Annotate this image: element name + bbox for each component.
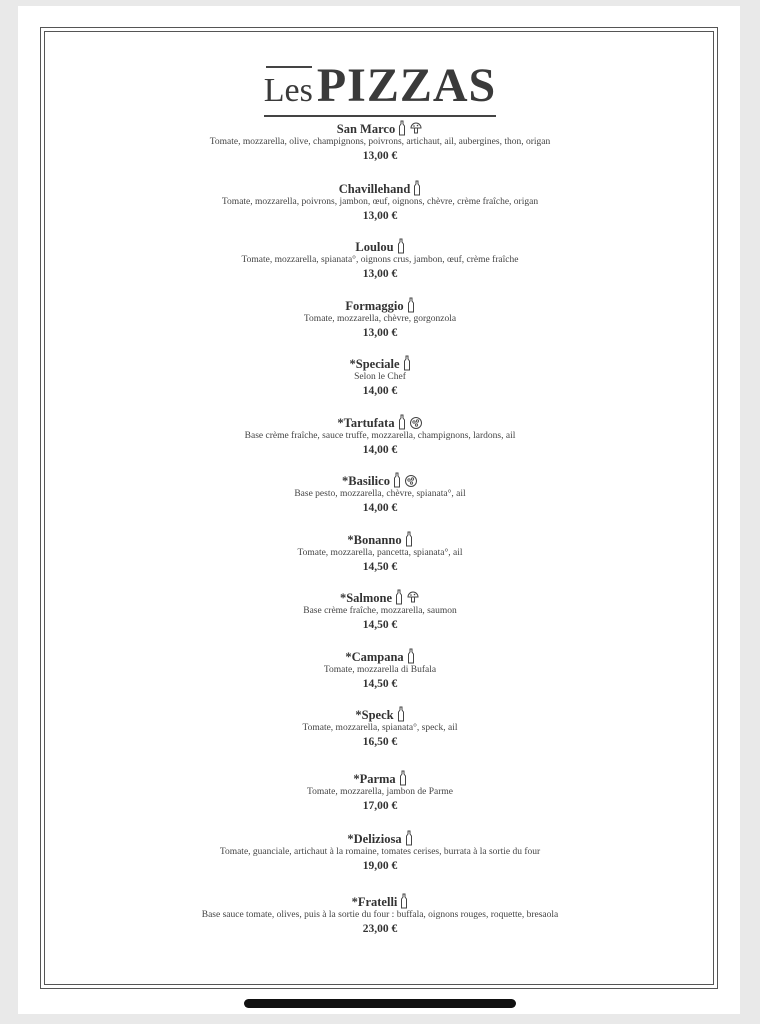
item-price: 14,00 € bbox=[362, 502, 398, 514]
item-description: Tomate, mozzarella, pancetta, spianata°, ail bbox=[297, 548, 463, 558]
item-description: Tomate, mozzarella, jambon de Parme bbox=[307, 787, 453, 797]
item-price: 13,00 € bbox=[362, 327, 398, 339]
item-name: *Bonanno bbox=[347, 533, 402, 547]
item-name: Formaggio bbox=[345, 299, 404, 313]
title-pizzas: PIZZAS bbox=[316, 59, 497, 112]
item-description: Tomate, mozzarella, spianata°, oignons crus, jambon, œuf, crème fraîche bbox=[241, 255, 519, 265]
menu-item bbox=[0, 120, 760, 164]
page-title bbox=[0, 58, 760, 117]
menu-item bbox=[0, 893, 760, 937]
item-name: *Parma bbox=[353, 772, 396, 786]
item-description: Base crème fraîche, mozzarella, saumon bbox=[303, 606, 457, 616]
item-name-line bbox=[0, 589, 760, 605]
menu-item bbox=[0, 531, 760, 575]
item-price: 14,00 € bbox=[362, 444, 398, 456]
item-price: 14,50 € bbox=[362, 678, 398, 690]
menu-item bbox=[0, 297, 760, 341]
item-name: *Campana bbox=[345, 650, 404, 664]
item-name: *Fratelli bbox=[351, 895, 398, 909]
item-name: Chavillehand bbox=[338, 182, 411, 196]
item-name: *Speck bbox=[355, 708, 394, 722]
item-name: *Speciale bbox=[349, 357, 400, 371]
item-name-line bbox=[0, 472, 760, 488]
item-name-line bbox=[0, 706, 760, 722]
item-price: 13,00 € bbox=[362, 268, 398, 280]
menu-item bbox=[0, 414, 760, 458]
menu-item bbox=[0, 830, 760, 874]
menu-item bbox=[0, 589, 760, 633]
item-name-line bbox=[0, 297, 760, 313]
item-price: 13,00 € bbox=[362, 210, 398, 222]
item-description: Tomate, mozzarella, olive, champignons, poivrons, artichaut, ail, aubergines, thon, origan bbox=[209, 137, 551, 147]
menu-item bbox=[0, 706, 760, 750]
item-description: Selon le Chef bbox=[354, 372, 406, 382]
item-name-line bbox=[0, 648, 760, 664]
item-price: 23,00 € bbox=[362, 923, 398, 935]
item-name-line bbox=[0, 414, 760, 430]
menu-item bbox=[0, 180, 760, 224]
item-price: 13,00 € bbox=[362, 150, 398, 162]
item-name: Loulou bbox=[355, 240, 394, 254]
item-name-line bbox=[0, 120, 760, 136]
menu-item bbox=[0, 238, 760, 282]
item-name: *Basilico bbox=[342, 474, 390, 488]
item-name: San Marco bbox=[336, 122, 396, 136]
item-name-line bbox=[0, 180, 760, 196]
item-name-line bbox=[0, 238, 760, 254]
item-description: Tomate, mozzarella, spianata°, speck, ail bbox=[302, 723, 458, 733]
menu-item bbox=[0, 472, 760, 516]
item-description: Tomate, mozzarella, chèvre, gorgonzola bbox=[303, 314, 457, 324]
item-name: *Deliziosa bbox=[347, 832, 402, 846]
item-description: Tomate, mozzarella di Bufala bbox=[323, 665, 437, 675]
title-les: Les bbox=[263, 72, 313, 109]
home-indicator[interactable] bbox=[244, 999, 516, 1008]
item-description: Base pesto, mozzarella, chèvre, spianata°, ail bbox=[294, 489, 466, 499]
item-name-line bbox=[0, 531, 760, 547]
item-price: 16,50 € bbox=[362, 736, 398, 748]
item-price: 19,00 € bbox=[362, 860, 398, 872]
item-price: 14,00 € bbox=[362, 385, 398, 397]
item-description: Tomate, mozzarella, poivrons, jambon, œuf, oignons, chèvre, crème fraîche, origan bbox=[221, 197, 539, 207]
item-name: *Tartufata bbox=[337, 416, 395, 430]
item-price: 14,50 € bbox=[362, 619, 398, 631]
item-name-line bbox=[0, 893, 760, 909]
item-description: Base sauce tomate, olives, puis à la sortie du four : buffala, oignons rouges, roquette, bresaola bbox=[201, 910, 559, 920]
item-price: 14,50 € bbox=[362, 561, 398, 573]
menu-item bbox=[0, 355, 760, 399]
item-name: *Salmone bbox=[339, 591, 393, 605]
item-description: Base crème fraîche, sauce truffe, mozzarella, champignons, lardons, ail bbox=[244, 431, 516, 441]
menu-item bbox=[0, 770, 760, 814]
item-name-line bbox=[0, 830, 760, 846]
item-name-line bbox=[0, 355, 760, 371]
item-price: 17,00 € bbox=[362, 800, 398, 812]
item-name-line bbox=[0, 770, 760, 786]
item-description: Tomate, guanciale, artichaut à la romaine, tomates cerises, burrata à la sortie du four bbox=[219, 847, 541, 857]
menu-item bbox=[0, 648, 760, 692]
